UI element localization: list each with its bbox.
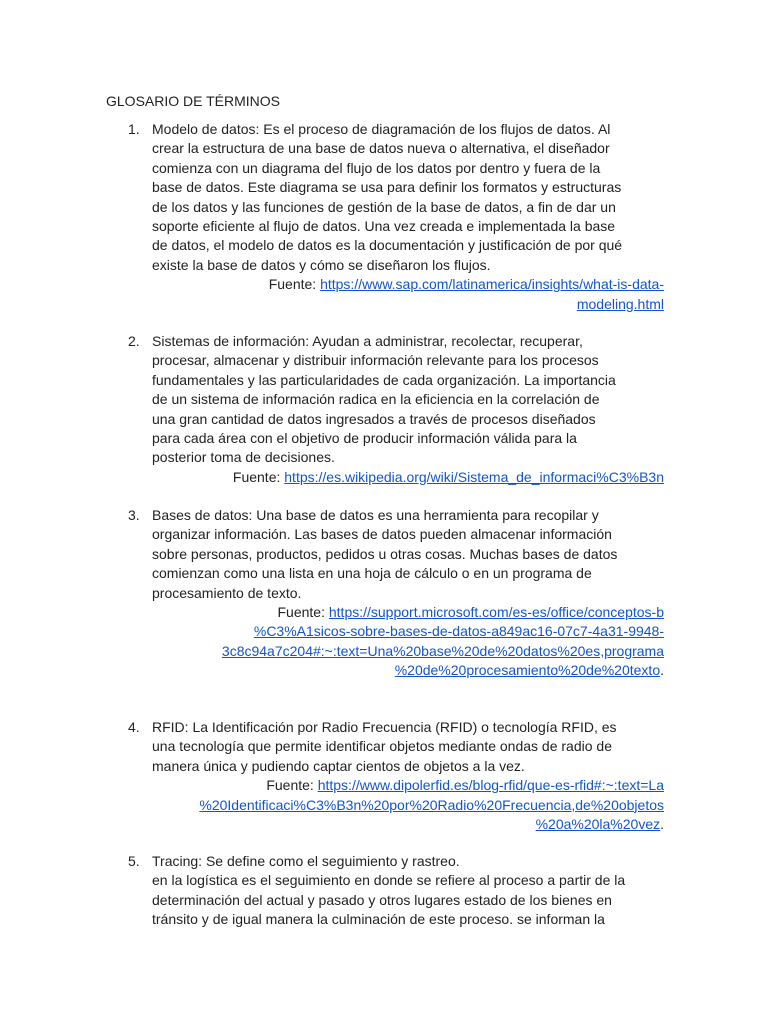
text-line: fundamentales y las particularidades de cada organización. La importancia bbox=[152, 371, 616, 388]
source-label: Fuente: bbox=[268, 276, 321, 293]
text-line: determinación del actual y pasado y otros lugares estado de los bienes en bbox=[152, 891, 612, 908]
item-number: 5. bbox=[128, 853, 140, 869]
source-citation bbox=[152, 603, 664, 681]
item-text bbox=[152, 718, 664, 834]
text-line: en la logística es el seguimiento en donde se refiere al proceso a partir de la bbox=[152, 872, 626, 889]
trailing-period: . bbox=[660, 816, 664, 833]
item-text bbox=[152, 852, 664, 930]
source-citation bbox=[152, 275, 664, 314]
source-link[interactable]: https://support.microsoft.com/es-es/office/conceptos-b bbox=[328, 604, 664, 621]
item-number: 2. bbox=[128, 333, 140, 349]
source-link[interactable]: %20a%20la%20vez bbox=[535, 816, 661, 833]
text-line: crear la estructura de una base de datos nueva o alternativa, el diseñador bbox=[152, 140, 610, 157]
item-number: 4. bbox=[128, 719, 140, 735]
item-number: 1. bbox=[128, 121, 140, 137]
source-link[interactable]: https://www.dipolerfid.es/blog-rfid/que-es-rfid#:~:text=La bbox=[317, 777, 664, 794]
page-title: GLOSARIO DE TÉRMINOS bbox=[106, 93, 280, 109]
source-label: Fuente: bbox=[232, 468, 285, 485]
source-link[interactable]: https://es.wikipedia.org/wiki/Sistema_de_informaci%C3%B3n bbox=[284, 468, 664, 485]
text-line: soporte eficiente al flujo de datos. Una vez creada e implementada la base bbox=[152, 218, 616, 235]
source-link[interactable]: 3c8c94a7c204#:~:text=Una%20base%20de%20datos%20es,programa bbox=[221, 642, 664, 659]
item-text bbox=[152, 120, 664, 314]
source-label: Fuente: bbox=[277, 604, 329, 621]
source-citation bbox=[152, 468, 664, 487]
text-line: Bases de datos: Una base de datos es una herramienta para recopilar y bbox=[152, 507, 599, 523]
text-line: manera única y pudiendo captar cientos de objetos a la vez. bbox=[152, 757, 525, 774]
item-text bbox=[152, 506, 664, 681]
source-link[interactable]: %20Identificaci%C3%B3n%20por%20Radio%20Frecuencia,de%20objetos bbox=[199, 796, 664, 813]
source-label: Fuente: bbox=[266, 777, 318, 794]
text-line: tránsito y de igual manera la culminación de este proceso. se informan la bbox=[152, 911, 605, 928]
source-link[interactable]: %20de%20procesamiento%20de%20texto bbox=[394, 662, 661, 679]
source-citation bbox=[152, 776, 664, 834]
text-line: posterior toma de decisiones. bbox=[152, 449, 335, 466]
text-line: comienzan como una lista en una hoja de cálculo o en un programa de bbox=[152, 565, 592, 582]
source-link[interactable]: https://www.sap.com/latinamerica/insights/what-is-data- bbox=[320, 276, 664, 293]
item-text bbox=[152, 332, 664, 487]
text-line: Sistemas de información: Ayudan a administrar, recolectar, recuperar, bbox=[152, 333, 583, 349]
text-line: una gran cantidad de datos ingresados a través de procesos diseñados bbox=[152, 410, 596, 427]
text-line: sobre personas, productos, pedidos u otras cosas. Muchas bases de datos bbox=[152, 545, 618, 562]
item-number: 3. bbox=[128, 507, 140, 523]
text-line: procesar, almacenar y distribuir información relevante para los procesos bbox=[152, 352, 599, 369]
text-line: para cada área con el objetivo de producir información válida para la bbox=[152, 430, 577, 447]
text-line: procesamiento de texto. bbox=[152, 584, 302, 601]
text-line: RFID: La Identificación por Radio Frecuencia (RFID) o tecnología RFID, es bbox=[152, 719, 617, 735]
source-link[interactable]: modeling.html bbox=[576, 295, 664, 312]
text-line: una tecnología que permite identificar objetos mediante ondas de radio de bbox=[152, 738, 612, 755]
text-line: de un sistema de información radica en la eficiencia en la correlación de bbox=[152, 391, 600, 408]
text-line: de los datos y las funciones de gestión de la base de datos, a fin de dar un bbox=[152, 198, 616, 215]
text-line: Tracing: Se define como el seguimiento y rastreo. bbox=[152, 853, 460, 869]
text-line: de datos, el modelo de datos es la documentación y justificación de por qué bbox=[152, 237, 623, 254]
text-line: base de datos. Este diagrama se usa para definir los formatos y estructuras bbox=[152, 179, 622, 196]
text-line: organizar información. Las bases de datos pueden almacenar información bbox=[152, 526, 612, 543]
source-link[interactable]: %C3%A1sicos-sobre-bases-de-datos-a849ac16-07c7-4a31-9948- bbox=[253, 623, 664, 640]
trailing-period: . bbox=[660, 662, 664, 679]
text-line: Modelo de datos: Es el proceso de diagramación de los flujos de datos. Al bbox=[152, 121, 611, 137]
text-line: comienza con un diagrama del flujo de los datos por dentro y fuera de la bbox=[152, 159, 601, 176]
text-line: existe la base de datos y cómo se diseñaron los flujos. bbox=[152, 256, 491, 273]
